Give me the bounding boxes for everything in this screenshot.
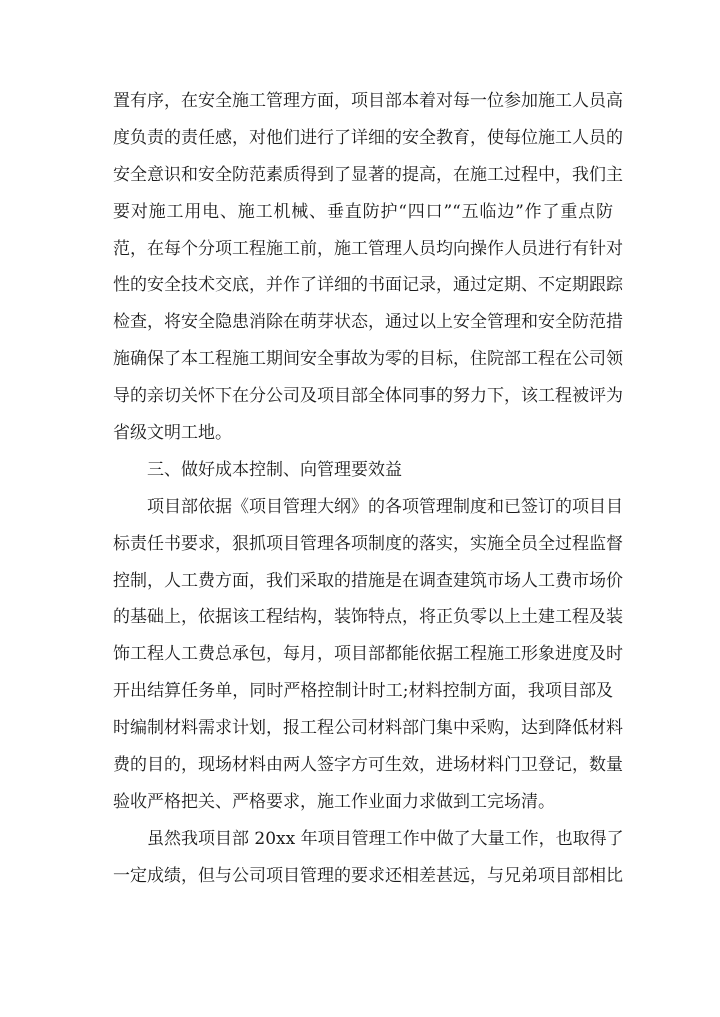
- text-line: 标责任书要求，狠抓项目管理各项制度的落实，实施全员全过程监督: [113, 533, 623, 554]
- text-line: 性的安全技术交底，并作了详细的书面记录，通过定期、不定期跟踪: [113, 275, 623, 296]
- text-line: 虽然我项目部 20xx 年项目管理工作中做了大量工作，也取得了: [147, 828, 624, 849]
- text-line: 度负责的责任感，对他们进行了详细的安全教育，使每位施工人员的: [113, 127, 623, 148]
- text-line: 安全意识和安全防范素质得到了显著的提高，在施工过程中，我们主: [113, 164, 623, 185]
- text-line: 饰工程人工费总承包，每月，项目部都能依据工程施工形象进度及时: [113, 644, 623, 665]
- text-line: 范，在每个分项工程施工前，施工管理人员均向操作人员进行有针对: [113, 238, 623, 259]
- text-line: 费的目的，现场材料由两人签字方可生效，进场材料门卫登记，数量: [113, 755, 623, 776]
- text-line: 开出结算任务单，同时严格控制计时工;材料控制方面，我项目部及: [113, 681, 613, 702]
- text-line: 项目部依据《项目管理大纲》的各项管理制度和已签订的项目目: [147, 496, 623, 517]
- text-line: 检查，将安全隐患消除在萌芽状态，通过以上安全管理和安全防范措: [113, 312, 623, 333]
- text-line: 的基础上，依据该工程结构，装饰特点，将正负零以上土建工程及装: [113, 607, 623, 628]
- text-line: 施确保了本工程施工期间安全事故为零的目标，住院部工程在公司领: [113, 349, 623, 370]
- text-line: 三、做好成本控制、向管理要效益: [147, 459, 402, 480]
- text-line: 验收严格把关、严格要求，施工作业面力求做到工完场清。: [113, 791, 555, 812]
- text-line: 控制，人工费方面，我们采取的措施是在调查建筑市场人工费市场价: [113, 570, 623, 591]
- text-line: 要对施工用电、施工机械、垂直防护“四口”“五临边”作了重点防: [113, 201, 613, 222]
- text-line: 省级文明工地。: [113, 423, 232, 444]
- text-line: 时编制材料需求计划，报工程公司材料部门集中采购，达到降低材料: [113, 718, 623, 739]
- text-line: 置有序，在安全施工管理方面，项目部本着对每一位参加施工人员高: [113, 91, 623, 111]
- text-line: 一定成绩，但与公司项目管理的要求还相差甚远，与兄弟项目部相比: [113, 865, 623, 886]
- text-line: 导的亲切关怀下在分公司及项目部全体同事的努力下，该工程被评为: [113, 386, 623, 407]
- document-body: [113, 83, 624, 895]
